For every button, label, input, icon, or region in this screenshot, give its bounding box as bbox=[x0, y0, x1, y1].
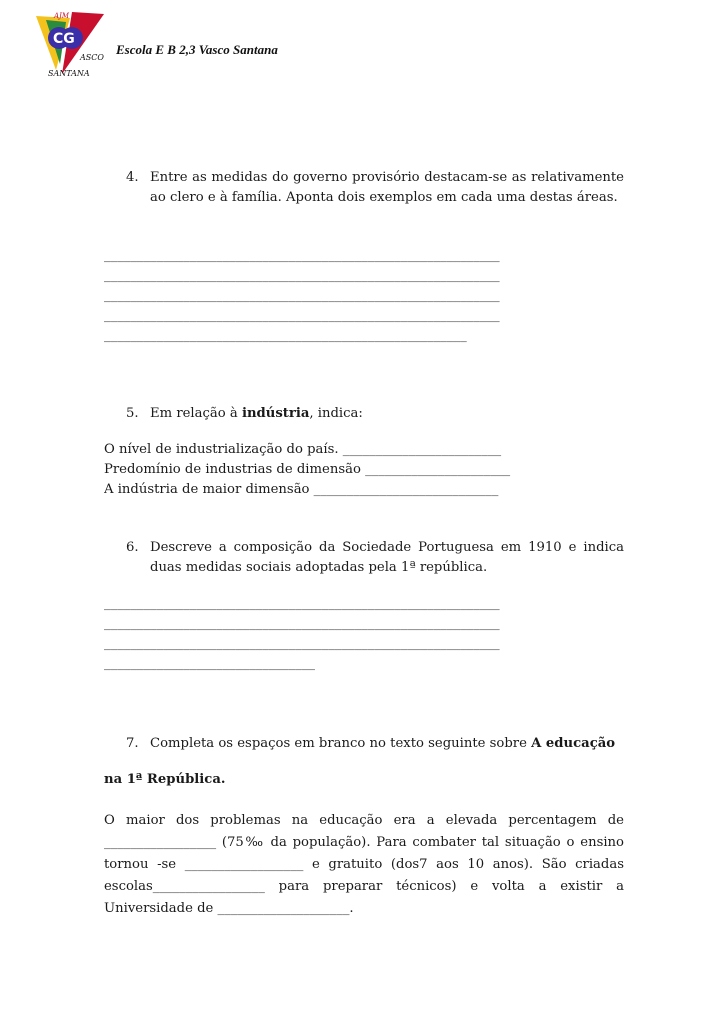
school-name: Escola E B 2,3 Vasco Santana bbox=[116, 42, 278, 57]
answer-line[interactable]: ____________________________________________________________ bbox=[104, 288, 500, 303]
question-4 bbox=[104, 168, 624, 208]
logo-big-letters: CG bbox=[53, 31, 75, 47]
question-6-number: 6. bbox=[126, 540, 139, 555]
question-7-continuation-bold: na 1ª República. bbox=[104, 772, 226, 787]
answer-line[interactable]: ____________________________________________________________ bbox=[104, 268, 500, 283]
question-5-keyword: indústria bbox=[241, 406, 310, 421]
question-6-text: Descreve a composição da Sociedade Portuguesa em 1910 e indica duas medidas sociais adoptadas pela 1ª república. bbox=[150, 540, 624, 575]
question-7-text bbox=[150, 734, 624, 754]
question-5-number: 5. bbox=[126, 406, 139, 421]
logo-mid-text: ASCO bbox=[80, 53, 104, 62]
question-7 bbox=[104, 734, 624, 754]
answer-line[interactable]: _______________________________________________________ bbox=[104, 328, 467, 343]
answer-line[interactable]: ________________________________ bbox=[104, 656, 315, 671]
question-5-item[interactable]: O nível de industrialização do país. ________________________ bbox=[104, 442, 502, 457]
question-5-text-after: , indica: bbox=[309, 406, 363, 421]
answer-line[interactable]: ____________________________________________________________ bbox=[104, 596, 500, 611]
question-5 bbox=[104, 404, 624, 424]
question-7-keyword: A educação bbox=[531, 736, 616, 751]
question-7-number: 7. bbox=[126, 736, 139, 751]
logo-bottom-text: SANTANA bbox=[48, 69, 90, 78]
question-6 bbox=[104, 538, 624, 578]
school-logo bbox=[32, 8, 112, 80]
question-5-text bbox=[150, 404, 624, 424]
question-7-text-before: Completa os espaços em branco no texto seguinte sobre bbox=[150, 736, 532, 751]
question-5-item[interactable]: A indústria de maior dimensão ____________________________ bbox=[104, 482, 499, 497]
answer-line[interactable]: ____________________________________________________________ bbox=[104, 308, 500, 323]
question-5-item[interactable]: Predomínio de industrias de dimensão ______________________ bbox=[104, 462, 511, 477]
question-4-text: Entre as medidas do governo provisório destacam-se as relativamente ao clero e à família. Aponta dois exemplos em cada uma destas áreas. bbox=[150, 170, 624, 205]
answer-line[interactable]: ____________________________________________________________ bbox=[104, 616, 500, 631]
question-7-fill-in-paragraph[interactable]: O maior dos problemas na educação era a elevada percentagem de _________________ (75‰ da população). Para combater tal situação o ensino tornou -se __________________ e gratuito (dos7 aos 10 anos). São criadas escolas_________________ para preparar técnicos) e volta a existir a Universidade de ____________________. bbox=[104, 813, 624, 916]
question-4-number: 4. bbox=[126, 170, 139, 185]
answer-line[interactable]: ____________________________________________________________ bbox=[104, 636, 500, 651]
answer-line[interactable]: ____________________________________________________________ bbox=[104, 248, 500, 263]
question-5-text-before: Em relação à bbox=[150, 406, 242, 421]
logo-top-text: AJM bbox=[54, 12, 70, 20]
question-7-continuation bbox=[104, 770, 624, 790]
